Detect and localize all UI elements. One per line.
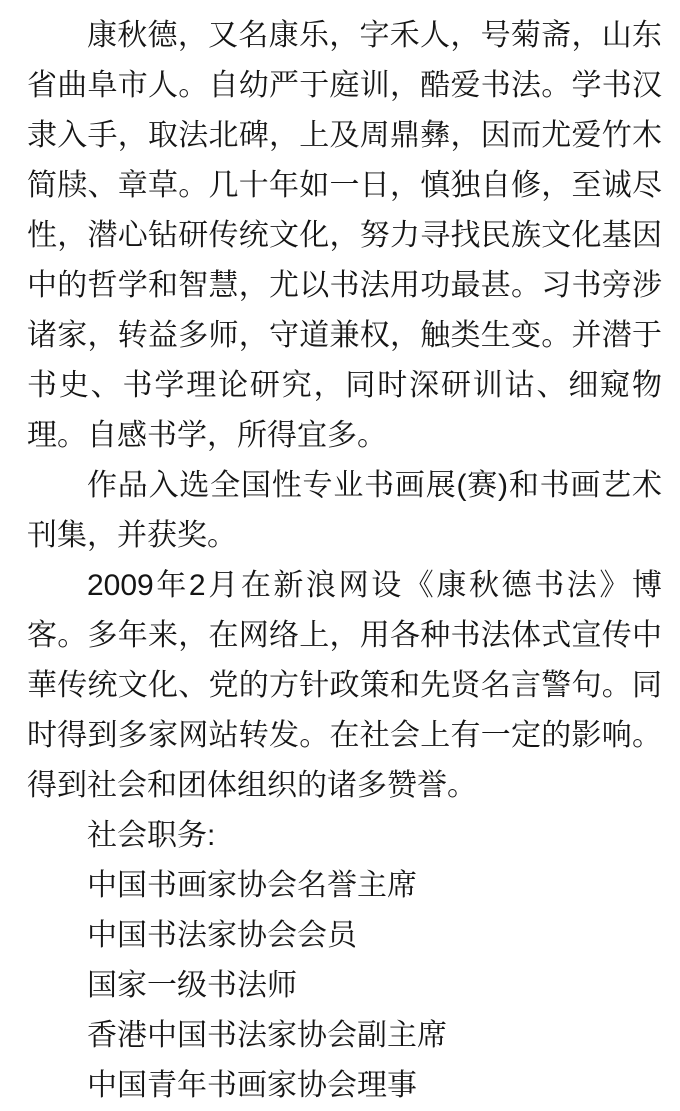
text-line: 中国书法家协会会员 (87, 919, 357, 952)
role-list-item-1 (27, 861, 662, 911)
text-line: 时得到多家网站转发。在社会上有一定的影响。 (27, 719, 662, 752)
text-line: 简牍、章草。几十年如一日，慎独自修，至诚尽 (27, 169, 662, 202)
text-line: 康秋德，又名康乐，字禾人，号菊斋，山东 (87, 19, 662, 52)
text-line: 作品入选全国性专业书画展(赛)和书画艺术 (87, 469, 662, 502)
text-line: 理。自感书学，所得宜多。 (27, 419, 387, 452)
role-list-item-3 (27, 961, 662, 1011)
text-line: 性，潜心钻研传统文化，努力寻找民族文化基因 (27, 219, 662, 252)
text-line: 国家一级书法师 (87, 969, 297, 1002)
text-line: 得到社会和团体组织的诸多赞誉。 (27, 769, 477, 802)
text-line: 隶入手，取法北碑，上及周鼎彝，因而尤爱竹木 (27, 119, 662, 152)
role-list-item-2 (27, 911, 662, 961)
text-line: 中国书画家协会名誉主席 (87, 869, 417, 902)
role-list-item-5 (27, 1061, 662, 1111)
text-line: 香港中国书法家协会副主席 (87, 1019, 447, 1052)
text-line: 2009年2月在新浪网设《康秋德书法》博 (87, 569, 662, 602)
text-line: 书史、书学理论研究，同时深研训诂、细窥物 (27, 369, 662, 402)
paragraph-blog (27, 561, 662, 811)
text-line: 刊集，并获奖。 (27, 519, 237, 552)
paragraph-social-roles-heading (27, 811, 662, 861)
text-line: 诸家，转益多师，守道兼权，触类生变。并潜于 (27, 319, 662, 352)
text-line: 客。多年来，在网络上，用各种书法体式宣传中 (27, 619, 662, 652)
paragraph-biography (27, 11, 662, 461)
text-line: 中的哲学和智慧，尤以书法用功最甚。习书旁涉 (27, 269, 662, 302)
text-line: 社会职务: (87, 819, 216, 852)
paragraph-exhibitions (27, 461, 662, 561)
text-line: 中国青年书画家协会理事 (87, 1069, 417, 1102)
text-line: 華传统文化、党的方针政策和先贤名言警句。同 (27, 669, 662, 702)
text-line: 省曲阜市人。自幼严于庭训，酷爱书法。学书汉 (27, 69, 662, 102)
role-list-item-4 (27, 1011, 662, 1061)
